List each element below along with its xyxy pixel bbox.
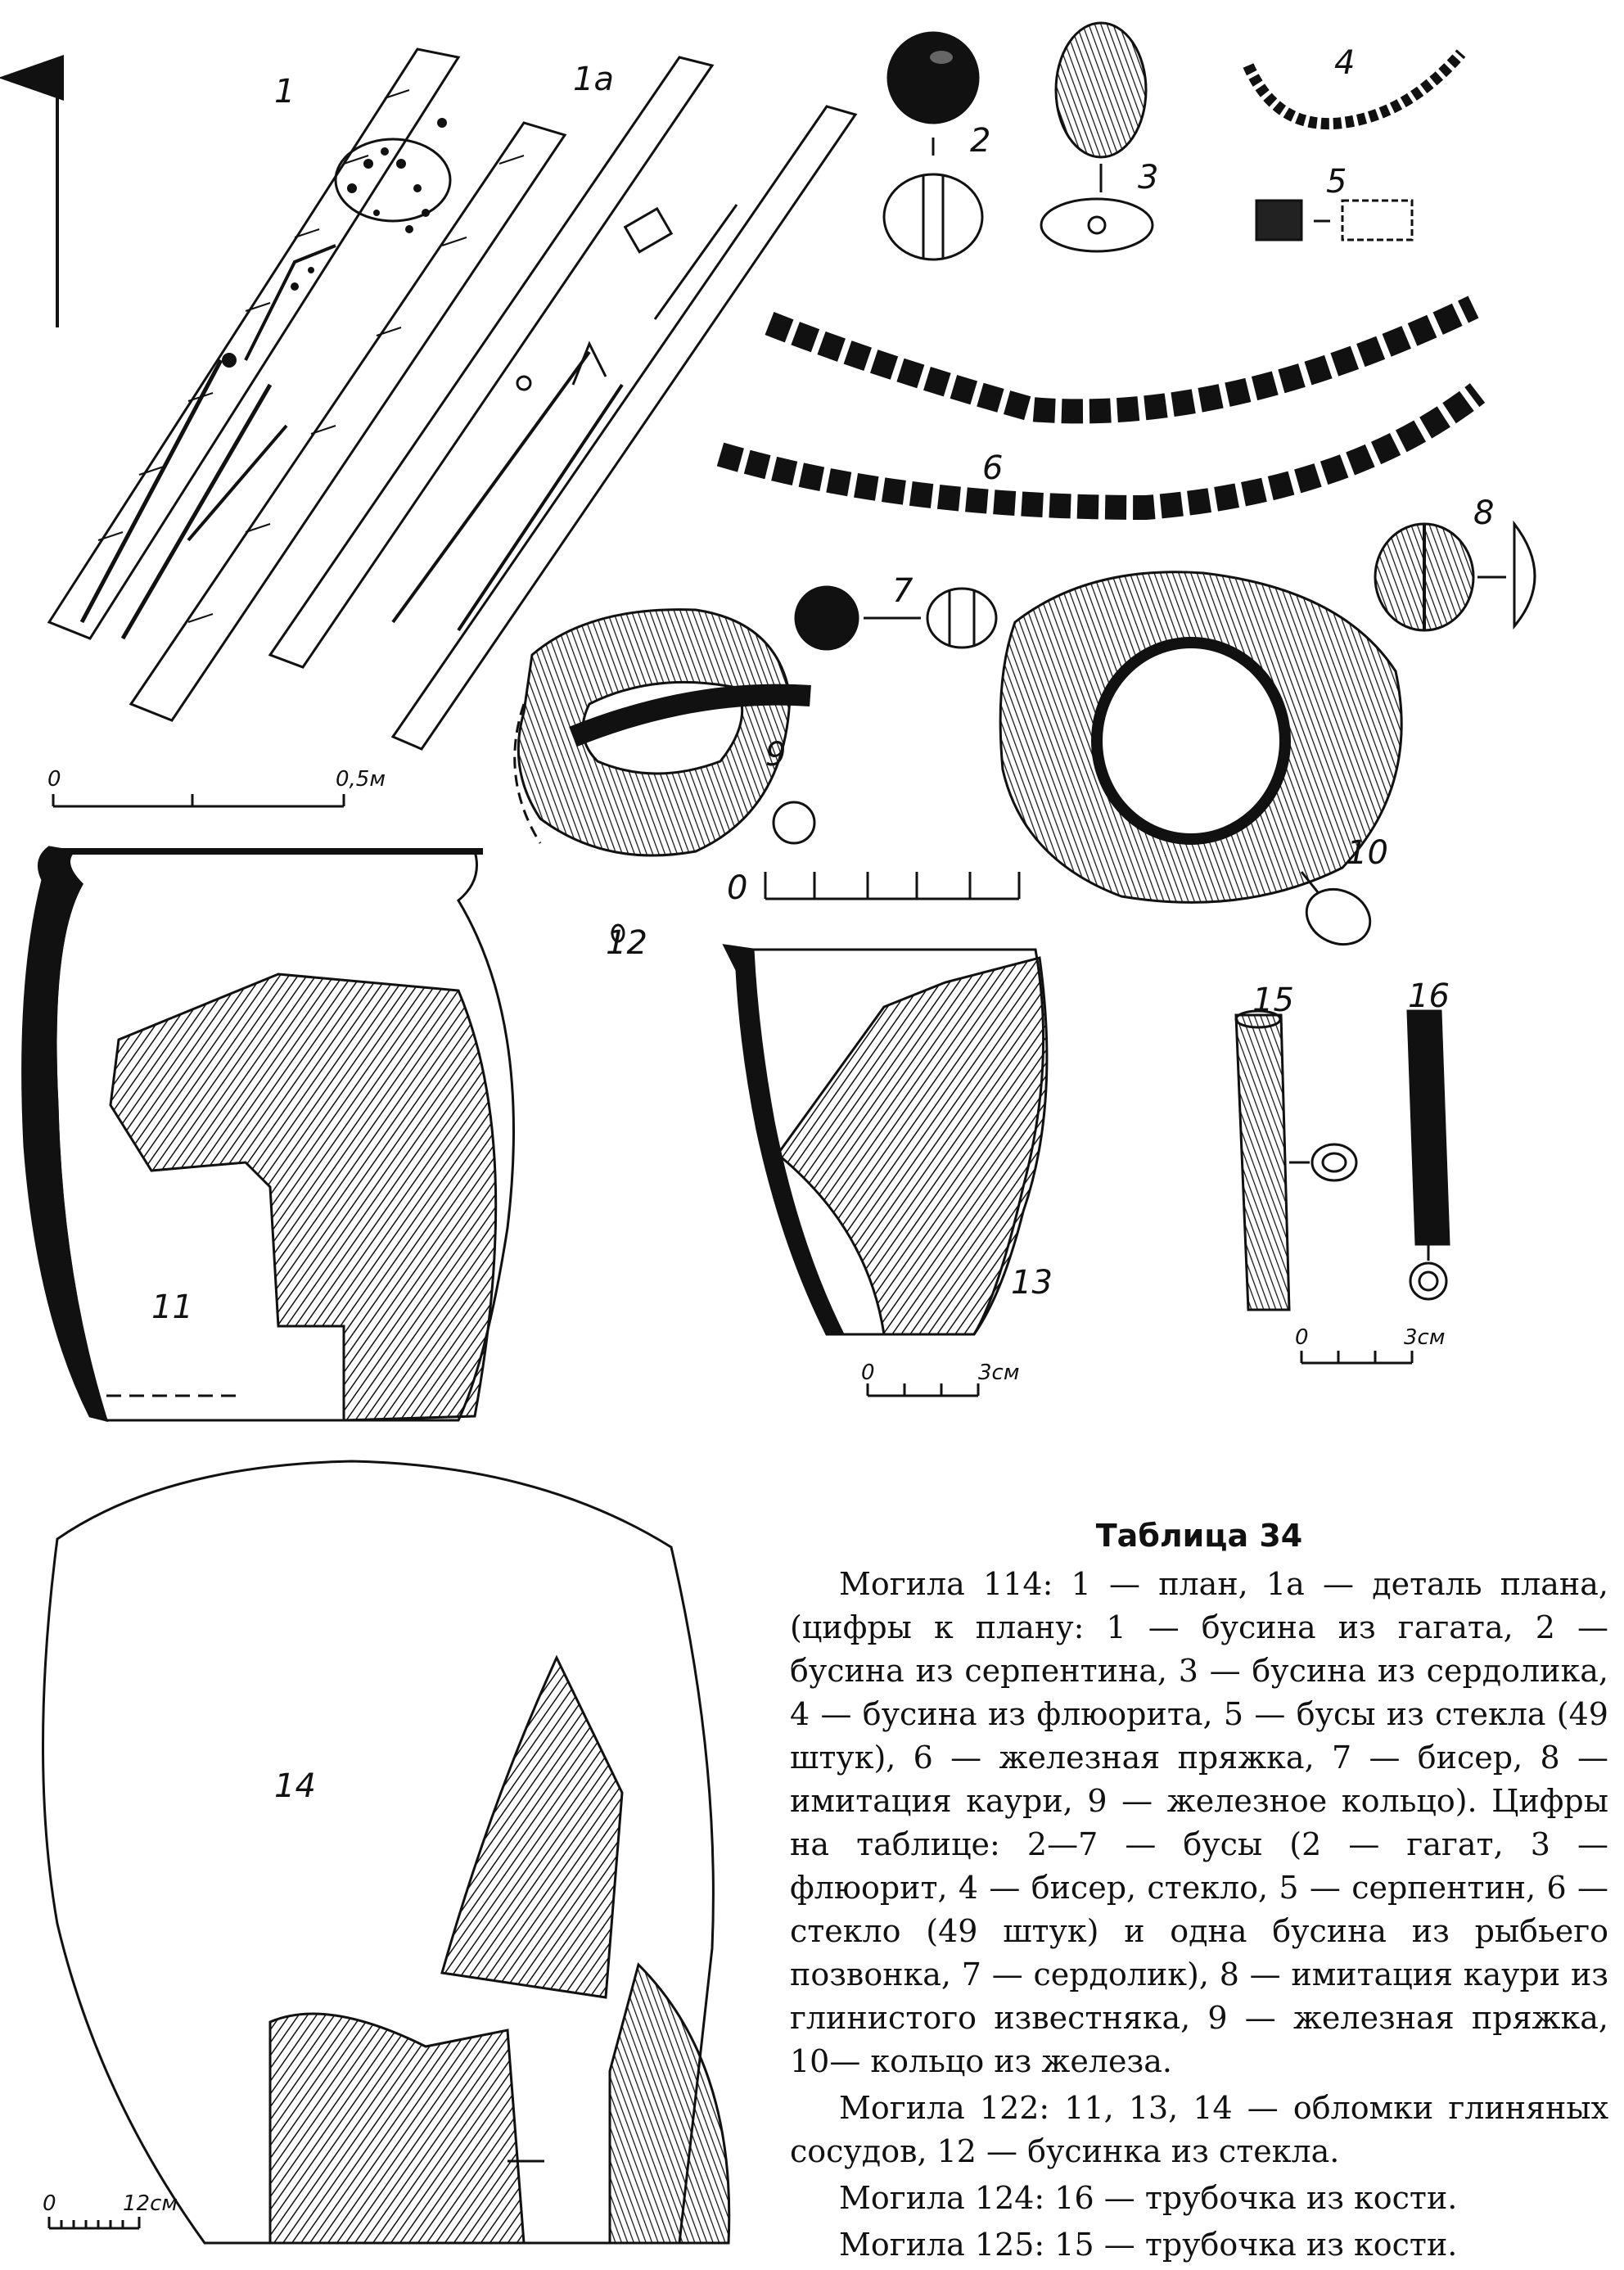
vessel13-scale-start: 0 — [861, 1361, 875, 1385]
iron-buckle-9 — [515, 610, 814, 855]
label-14: 14 — [274, 1767, 316, 1805]
vessel-13 — [724, 945, 1047, 1334]
vessel-11 — [23, 847, 514, 1420]
ring-scale-start: 0 — [727, 869, 748, 907]
label-8: 8 — [1473, 494, 1495, 532]
label-16: 16 — [1408, 977, 1450, 1015]
bone-tube-15 — [1236, 1011, 1356, 1310]
caption-grave-125: Могила 125: 15 — трубочка из кости. — [839, 2227, 1458, 2263]
bone-tube-16 — [1408, 1011, 1449, 1299]
bead-string-6a — [769, 307, 1473, 411]
label-3: 3 — [1138, 159, 1159, 196]
vessel14-scale-start: 0 — [43, 2191, 56, 2216]
bead-12: 12 — [606, 924, 647, 962]
label-10: 10 — [1347, 834, 1388, 872]
label-6: 6 — [982, 449, 1004, 487]
label-9: 9 — [765, 736, 787, 774]
vessel14-scale-end: 12см — [123, 2191, 178, 2216]
bead-3-fluorite — [1041, 23, 1153, 251]
tubes-scale — [1301, 1351, 1412, 1363]
tubes-scale-start: 0 — [1295, 1325, 1309, 1350]
vessel14-scale — [49, 2217, 139, 2228]
bead-5-serpentine — [1256, 201, 1412, 240]
label-4: 4 — [1334, 44, 1356, 82]
burial-plan-1 — [49, 49, 565, 720]
plan-dots — [222, 118, 447, 368]
iron-ring-10 — [1000, 572, 1401, 954]
tubes-scale-end: 3см — [1404, 1325, 1446, 1350]
label-1a: 1а — [573, 61, 614, 98]
plate-title: Таблица 34 — [1095, 1518, 1303, 1554]
label-1: 1 — [274, 73, 295, 111]
label-11: 11 — [151, 1288, 193, 1326]
plate-caption — [790, 1514, 1608, 2270]
label-13: 13 — [1011, 1264, 1053, 1302]
ring-scale — [765, 872, 1019, 899]
plan-scale-start: 0 — [47, 767, 61, 792]
caption-grave-122: Могила 122: 11, 13, 14 — обломки глиняных сосудов, 12 — бусинка из стекла. — [790, 2090, 1608, 2169]
vessel-14 — [43, 1461, 729, 2243]
vessel13-scale — [868, 1383, 978, 1396]
plan-scale-end: 0,5м — [336, 767, 386, 792]
label-7: 7 — [892, 572, 914, 610]
caption-grave-124: Могила 124: 16 — трубочка из кости. — [839, 2180, 1458, 2216]
bead-2-jet — [884, 33, 982, 259]
label-15: 15 — [1252, 982, 1294, 1019]
label-2: 2 — [970, 122, 991, 160]
cowrie-imitation-8 — [1375, 524, 1535, 630]
caption-grave-114: Могила 114: 1 — план, 1а — деталь плана, (цифры к плану: 1 — бусина из гагата, 2 — бусина из серпентина, 3 — бусина из сердолика, 4 — бусина из флюорита, 5 — бусы из стекла (49 штук), 6 — железная пряжка, 7 — бисер, 8 — имитация каури, 9 — железное кольцо). Цифры на таблице: 2—7 — бусы (2 — гагат, 3 — флюорит, 4 — бисер, стекло, 5 — серпентин, 6 — стекло (49 штук) и одна бусина из рыбьего позвонка, 7 — сердолик), 8 — имитация каури из глинистого известняка, 9 — железная пряжка, 10— кольцо из железа. — [790, 1566, 1608, 2079]
label-5: 5 — [1326, 163, 1347, 201]
plan-scale — [53, 794, 344, 806]
vessel13-scale-end: 3см — [978, 1361, 1020, 1385]
